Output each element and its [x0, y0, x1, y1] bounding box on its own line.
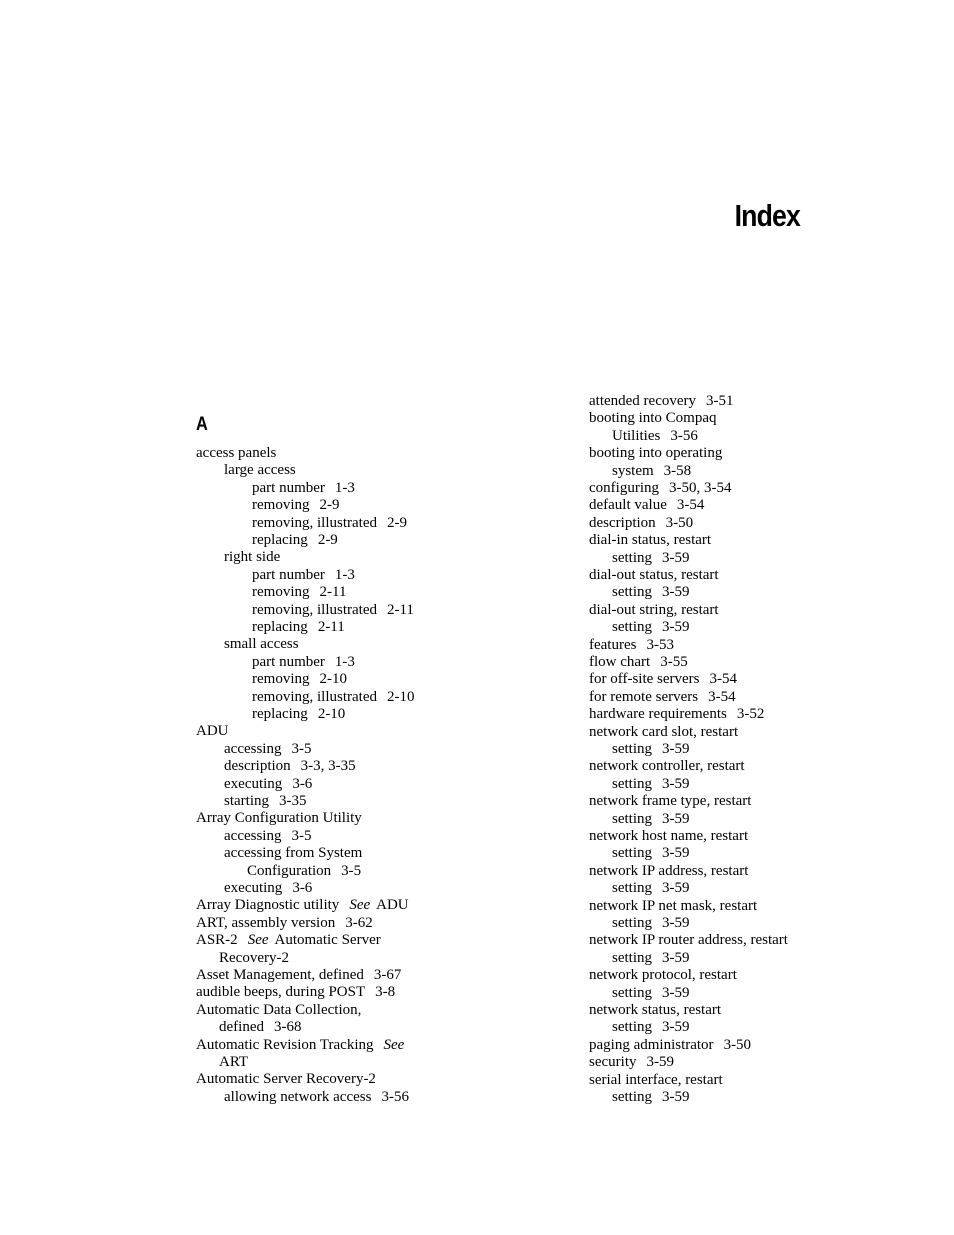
index-entry — [252, 689, 414, 706]
index-entry — [612, 741, 690, 758]
index-entry — [252, 497, 340, 514]
index-term: paging administrator — [589, 1036, 714, 1053]
index-term: setting — [612, 810, 652, 827]
index-entry — [196, 810, 362, 827]
index-entry — [589, 828, 748, 845]
index-term: Array Diagnostic utility — [196, 897, 340, 914]
index-entry — [589, 1054, 674, 1071]
index-term: removing — [252, 671, 310, 688]
page-reference: 1-3 — [334, 479, 355, 496]
page-reference: 3-59 — [662, 810, 690, 827]
index-term: for off-site servers — [589, 671, 700, 688]
index-entry — [224, 462, 296, 479]
index-entry — [612, 845, 690, 862]
index-term: replacing — [252, 532, 308, 548]
index-term: dial-out status, restart — [589, 567, 719, 583]
index-term: network frame type, restart — [589, 793, 752, 810]
index-term: right side — [224, 549, 281, 566]
page-reference: 3-59 — [662, 584, 690, 601]
see-reference: See — [383, 1036, 405, 1053]
index-entry — [612, 880, 690, 897]
index-term: allowing network access — [224, 1088, 372, 1105]
page-reference: 3-51 — [706, 393, 734, 409]
section-letter: A — [196, 414, 208, 435]
page-reference: 3-59 — [662, 949, 690, 966]
page-reference: 3-59 — [662, 984, 690, 1001]
index-entry — [589, 654, 688, 671]
index-term: network controller, restart — [589, 758, 745, 775]
index-entry — [196, 445, 276, 462]
index-term: removing, illustrated — [252, 688, 377, 705]
index-term: part number — [252, 479, 325, 496]
page-reference: 2-9 — [386, 514, 407, 531]
index-term: Automatic Server Recovery-2 — [196, 1071, 376, 1088]
page-reference: 3-52 — [736, 706, 765, 723]
index-entry — [252, 619, 345, 636]
page-reference: 3-55 — [660, 654, 688, 670]
index-entry — [589, 932, 788, 949]
index-term: small access — [224, 636, 299, 653]
index-entry — [589, 671, 737, 688]
page-reference: 3-50, 3-54 — [668, 480, 732, 496]
index-term: replacing — [252, 706, 308, 722]
index-term: accessing — [224, 740, 282, 757]
page-reference: 3-6 — [292, 880, 313, 896]
page-reference: 3-59 — [662, 1019, 690, 1036]
index-entry — [196, 897, 409, 914]
index-entry — [589, 863, 748, 880]
index-term: setting — [612, 949, 652, 966]
index-entry — [196, 1071, 376, 1088]
index-term: setting — [612, 880, 652, 897]
index-term: replacing — [252, 619, 308, 635]
index-term: accessing — [224, 827, 282, 844]
index-term: features — [589, 636, 637, 653]
index-term: network IP address, restart — [589, 862, 749, 879]
index-entry — [612, 811, 690, 828]
index-term: flow chart — [589, 654, 651, 670]
index-term: description — [224, 758, 291, 775]
index-term: for remote servers — [589, 688, 699, 705]
index-term: part number — [252, 653, 325, 670]
index-term: Configuration — [247, 862, 332, 879]
index-term: setting — [612, 1019, 652, 1036]
page-reference: 3-58 — [663, 462, 692, 479]
index-entry — [196, 967, 401, 984]
index-entry — [196, 1002, 361, 1019]
page-reference: ADU — [376, 897, 409, 914]
page-reference: 3-59 — [662, 549, 690, 566]
index-entry — [247, 863, 361, 880]
index-term: removing, illustrated — [252, 514, 377, 531]
page-reference: 3-68 — [273, 1019, 302, 1036]
page-reference: 2-9 — [319, 497, 340, 514]
index-term: setting — [612, 1089, 652, 1105]
index-entry — [224, 549, 280, 566]
index-entry — [589, 967, 737, 984]
index-entry — [589, 898, 757, 915]
index-term: network IP router address, restart — [589, 932, 788, 949]
index-term: network host name, restart — [589, 828, 749, 844]
index-entry — [589, 393, 734, 410]
index-term: setting — [612, 549, 652, 566]
index-entry — [589, 758, 745, 775]
index-term: Array Configuration Utility — [196, 810, 362, 827]
page-reference: 1-3 — [334, 566, 355, 583]
page-reference: 3-62 — [345, 914, 373, 931]
see-reference: See — [349, 897, 371, 914]
index-entry — [224, 636, 299, 653]
index-entry — [589, 706, 764, 723]
page-reference: 3-6 — [292, 775, 313, 792]
index-entry — [589, 515, 693, 532]
index-entry — [252, 602, 414, 619]
index-entry — [612, 550, 690, 567]
page-reference: 3-59 — [662, 741, 690, 757]
index-entry — [589, 1002, 721, 1019]
index-entry — [224, 793, 307, 810]
index-entry — [589, 724, 738, 741]
page-reference: 2-9 — [317, 532, 338, 548]
index-entry — [612, 915, 690, 932]
index-entry — [589, 602, 719, 619]
page-reference: 3-35 — [279, 793, 307, 809]
index-entry — [224, 845, 362, 862]
index-entry — [612, 950, 690, 967]
page-reference: 2-11 — [319, 584, 347, 601]
index-term: dial-in status, restart — [589, 532, 712, 549]
index-entry — [224, 758, 356, 775]
index-term: setting — [612, 619, 652, 636]
index-term: executing — [224, 775, 283, 792]
index-term: setting — [612, 845, 652, 862]
index-term: access panels — [196, 445, 277, 461]
index-term: ADU — [196, 723, 229, 740]
page-reference: 3-5 — [291, 827, 312, 844]
index-entry — [219, 950, 289, 967]
page-reference: 3-54 — [676, 497, 705, 514]
index-term: part number — [252, 566, 325, 583]
page-reference: 2-10 — [317, 706, 346, 722]
page-reference: 2-10 — [386, 688, 415, 705]
index-term: booting into operating — [589, 445, 723, 462]
index-term: network protocol, restart — [589, 967, 737, 984]
index-entry — [589, 497, 704, 514]
index-entry — [612, 463, 691, 480]
index-entry — [196, 984, 395, 1001]
index-entry — [612, 1019, 690, 1036]
index-term: Asset Management, defined — [196, 967, 364, 983]
index-entry — [612, 428, 698, 445]
index-entry — [252, 654, 355, 671]
index-term: accessing from System — [224, 845, 363, 862]
page-reference: 1-3 — [334, 653, 355, 670]
index-entry — [252, 584, 346, 601]
index-entry — [224, 1089, 409, 1106]
index-term: hardware requirements — [589, 706, 727, 723]
index-entry — [224, 880, 312, 897]
index-term: executing — [224, 880, 283, 896]
index-entry — [589, 567, 719, 584]
index-term: removing — [252, 584, 310, 601]
page-reference: 3-59 — [662, 915, 690, 931]
index-term: ART — [219, 1054, 249, 1070]
index-term: removing, illustrated — [252, 601, 377, 618]
index-entry — [589, 532, 711, 549]
index-term: large access — [224, 462, 296, 479]
index-term: default value — [589, 497, 667, 514]
index-entry — [224, 741, 311, 758]
page-reference: 2-11 — [317, 619, 345, 635]
page-reference: 3-59 — [662, 845, 690, 862]
index-entry — [589, 480, 731, 497]
index-term: Automatic Revision Tracking — [196, 1036, 374, 1053]
page-reference: Automatic Server — [274, 932, 381, 949]
page-reference: 3-59 — [662, 880, 690, 897]
index-term: network status, restart — [589, 1002, 722, 1018]
index-term: description — [589, 514, 656, 531]
index-term: security — [589, 1054, 637, 1071]
index-entry — [589, 1072, 723, 1089]
page-title: Index — [734, 198, 800, 233]
page-reference: 3-59 — [646, 1054, 674, 1071]
index-term: defined — [219, 1019, 264, 1036]
index-entry — [589, 793, 751, 810]
page-reference: 3-5 — [341, 862, 362, 879]
index-term: network card slot, restart — [589, 723, 739, 740]
index-entry — [612, 985, 690, 1002]
page-reference: 3-3, 3-35 — [300, 758, 356, 775]
index-entry — [589, 1037, 751, 1054]
index-term: Utilities — [612, 427, 661, 444]
index-term: booting into Compaq — [589, 410, 717, 427]
index-term: attended recovery — [589, 393, 697, 409]
index-entry — [589, 637, 674, 654]
index-entry — [252, 532, 338, 549]
index-entry — [612, 1089, 690, 1106]
index-term: removing — [252, 497, 310, 514]
page-reference: 3-8 — [375, 984, 396, 1001]
index-entry — [252, 706, 345, 723]
see-reference: See — [247, 932, 269, 949]
index-term: Automatic Data Collection, — [196, 1001, 362, 1018]
index-term: starting — [224, 793, 269, 809]
index-term: ART, assembly version — [196, 914, 336, 931]
page-reference: 2-10 — [319, 671, 347, 688]
page-reference: 2-11 — [386, 601, 414, 618]
page-reference: 3-56 — [670, 427, 698, 444]
index-entry — [196, 932, 381, 949]
page-reference: 3-67 — [373, 967, 402, 983]
index-entry — [224, 828, 311, 845]
page-reference: 3-50 — [665, 514, 694, 531]
index-term: setting — [612, 984, 652, 1001]
index-entry — [612, 776, 690, 793]
index-entry — [219, 1019, 301, 1036]
page-reference: 3-50 — [723, 1036, 752, 1053]
index-entry — [252, 515, 407, 532]
index-entry — [589, 689, 736, 706]
page-reference: 3-59 — [662, 1089, 690, 1105]
index-entry — [252, 671, 347, 688]
page-reference: 3-59 — [662, 775, 690, 792]
index-term: serial interface, restart — [589, 1071, 723, 1088]
index-term: configuring — [589, 480, 659, 496]
page-reference: 3-59 — [662, 619, 690, 636]
index-term: audible beeps, during POST — [196, 984, 366, 1001]
index-entry — [224, 776, 312, 793]
index-entry — [252, 567, 355, 584]
index-term: setting — [612, 584, 652, 601]
index-term: setting — [612, 741, 652, 757]
index-entry — [252, 480, 355, 497]
index-entry — [196, 723, 229, 740]
index-term: network IP net mask, restart — [589, 897, 758, 914]
page-reference: 3-53 — [646, 636, 674, 653]
page-reference: 3-5 — [291, 740, 312, 757]
index-entry — [589, 445, 722, 462]
index-entry — [196, 1037, 404, 1054]
index-term: Recovery-2 — [219, 949, 289, 966]
index-term: setting — [612, 915, 652, 931]
index-term: ASR-2 — [196, 932, 238, 949]
index-entry — [612, 584, 690, 601]
index-entry — [219, 1054, 248, 1071]
page-reference: 3-56 — [381, 1088, 409, 1105]
index-entry — [612, 619, 690, 636]
index-term: dial-out string, restart — [589, 601, 719, 618]
index-term: system — [612, 462, 654, 479]
index-entry — [589, 410, 717, 427]
index-entry — [196, 915, 373, 932]
page-reference: 3-54 — [708, 688, 736, 705]
page-reference: 3-54 — [709, 671, 738, 688]
index-term: setting — [612, 775, 652, 792]
